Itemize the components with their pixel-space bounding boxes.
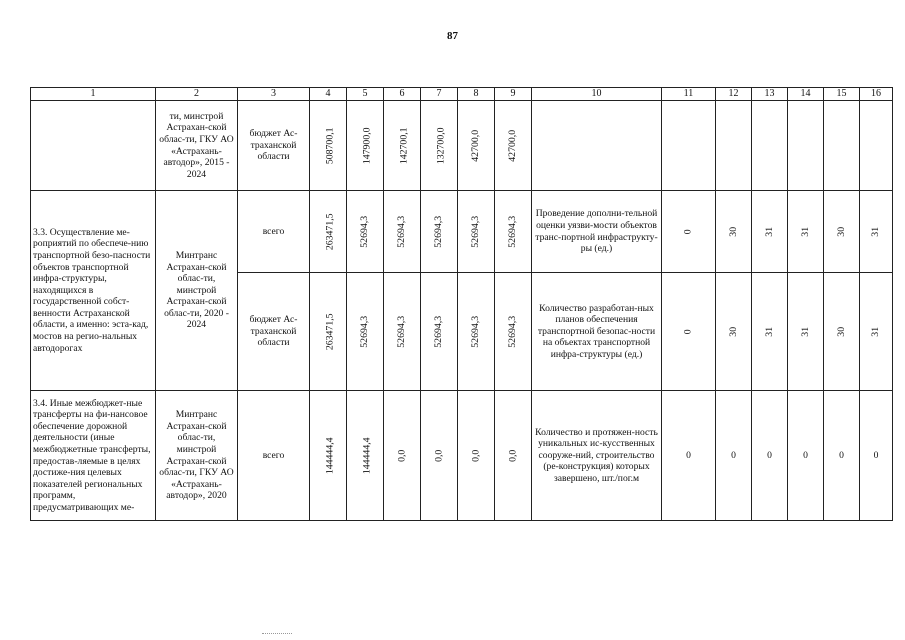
page-number: 87 xyxy=(447,30,458,42)
value-text: 52694,3 xyxy=(470,315,482,348)
value-text: 42700,0 xyxy=(507,129,519,162)
target-cell xyxy=(788,101,824,191)
header-cell: 10 xyxy=(532,88,662,101)
target-text: 30 xyxy=(727,326,739,337)
value-text: 263471,5 xyxy=(324,313,336,350)
value-cell xyxy=(421,101,458,191)
value-cell xyxy=(310,391,347,521)
value-text: 142700,1 xyxy=(398,127,410,164)
value-cell xyxy=(347,101,384,191)
target-text: 30 xyxy=(727,226,739,237)
value-cell xyxy=(421,391,458,521)
header-cell: 14 xyxy=(788,88,824,101)
value-text: 52694,3 xyxy=(396,315,408,348)
value-cell xyxy=(384,101,421,191)
value-cell xyxy=(495,191,532,273)
value-text: 0,0 xyxy=(470,449,482,462)
target-cell xyxy=(752,273,788,391)
value-text: 508700,1 xyxy=(324,127,336,164)
target-cell: 0 xyxy=(824,391,860,521)
target-cell xyxy=(860,191,893,273)
target-cell xyxy=(662,273,716,391)
target-cell xyxy=(716,273,752,391)
target-cell: 0 xyxy=(752,391,788,521)
value-cell xyxy=(310,101,347,191)
value-cell xyxy=(458,101,495,191)
header-cell: 2 xyxy=(156,88,238,101)
value-cell xyxy=(495,273,532,391)
value-cell xyxy=(458,273,495,391)
value-text: 144444,4 xyxy=(361,437,373,474)
measure-cell: 3.4. Иные межбюджет-ные трансферты на фи-нансовое обеспечение дорожной деятельности (иные межбюджетные трансферты, предостав-ляемые в целях достиже-ния целевых показателей региональных программ, предусматривающих ме- xyxy=(31,391,156,521)
value-text: 144444,4 xyxy=(324,437,336,474)
value-text: 42700,0 xyxy=(470,129,482,162)
header-cell: 8 xyxy=(458,88,495,101)
value-text: 263471,5 xyxy=(324,213,336,250)
scan-mark xyxy=(262,633,292,635)
target-cell xyxy=(824,191,860,273)
value-text: 0,0 xyxy=(433,449,445,462)
target-text: 31 xyxy=(799,326,811,337)
header-cell: 11 xyxy=(662,88,716,101)
target-cell xyxy=(662,101,716,191)
target-text: 0 xyxy=(682,229,694,234)
value-cell xyxy=(421,191,458,273)
indicator-cell: Количество и протяжен-ность уникальных ис-кусственных сооруже-ний, строительство (ре-конструкция) которых завершено, шт./пог.м xyxy=(532,391,662,521)
executor-cell: Минтранс Астрахан-ской облас-ти, минстрой Астрахан-ской облас-ти, 2020 - 2024 xyxy=(156,191,238,391)
target-cell xyxy=(752,191,788,273)
header-cell: 4 xyxy=(310,88,347,101)
target-cell xyxy=(716,101,752,191)
program-table xyxy=(30,87,893,521)
target-cell xyxy=(788,191,824,273)
target-cell xyxy=(662,191,716,273)
target-cell xyxy=(824,101,860,191)
indicator-cell: Проведение дополни-тельной оценки уязви-мости объектов транс-портной инфраструкту-ры (ед.) xyxy=(532,191,662,273)
target-text: 31 xyxy=(763,326,775,337)
value-cell xyxy=(310,191,347,273)
source-cell: бюджет Ас-траханской области xyxy=(238,101,310,191)
value-text: 52694,3 xyxy=(396,215,408,248)
measure-cell xyxy=(31,101,156,191)
header-cell: 12 xyxy=(716,88,752,101)
value-cell xyxy=(384,191,421,273)
executor-cell: Минтранс Астрахан-ской облас-ти, минстрой Астрахан-ской облас-ти, ГКУ АО «Астрахань-автодор», 2020 xyxy=(156,391,238,521)
target-text: 31 xyxy=(799,226,811,237)
indicator-cell: Количество разработан-ных планов обеспечения транспортной безопас-ности на объектах транспортной инфра-структуры (ед.) xyxy=(532,273,662,391)
value-text: 52694,3 xyxy=(433,215,445,248)
target-text: 31 xyxy=(870,226,882,237)
header-cell: 3 xyxy=(238,88,310,101)
header-cell: 15 xyxy=(824,88,860,101)
value-cell xyxy=(458,191,495,273)
target-cell xyxy=(716,191,752,273)
target-cell: 0 xyxy=(788,391,824,521)
source-cell: всего xyxy=(238,191,310,273)
value-cell xyxy=(458,391,495,521)
value-cell xyxy=(421,273,458,391)
target-cell xyxy=(752,101,788,191)
target-text: 0 xyxy=(682,329,694,334)
value-cell xyxy=(347,191,384,273)
source-cell: всего xyxy=(238,391,310,521)
header-cell: 16 xyxy=(860,88,893,101)
target-text: 31 xyxy=(763,226,775,237)
value-text: 52694,3 xyxy=(433,315,445,348)
value-cell xyxy=(384,391,421,521)
value-text: 147900,0 xyxy=(361,127,373,164)
value-text: 52694,3 xyxy=(359,215,371,248)
header-cell: 6 xyxy=(384,88,421,101)
table-row xyxy=(31,101,893,191)
indicator-cell xyxy=(532,101,662,191)
header-cell: 7 xyxy=(421,88,458,101)
value-cell xyxy=(347,273,384,391)
target-text: 31 xyxy=(870,326,882,337)
target-text: 30 xyxy=(835,326,847,337)
value-text: 52694,3 xyxy=(507,315,519,348)
value-cell xyxy=(384,273,421,391)
value-text: 52694,3 xyxy=(507,215,519,248)
value-text: 52694,3 xyxy=(359,315,371,348)
value-text: 132700,0 xyxy=(435,127,447,164)
source-cell: бюджет Ас-траханской области xyxy=(238,273,310,391)
value-text: 0,0 xyxy=(507,449,519,462)
value-cell xyxy=(347,391,384,521)
target-cell: 0 xyxy=(662,391,716,521)
header-cell: 13 xyxy=(752,88,788,101)
header-cell: 5 xyxy=(347,88,384,101)
table-row xyxy=(31,191,893,273)
target-cell xyxy=(824,273,860,391)
executor-cell: ти, минстрой Астрахан-ской облас-ти, ГКУ АО «Астрахань-автодор», 2015 - 2024 xyxy=(156,101,238,191)
target-text: 30 xyxy=(835,226,847,237)
value-cell xyxy=(495,391,532,521)
header-cell: 9 xyxy=(495,88,532,101)
measure-cell: 3.3. Осуществление ме-роприятий по обеспече-нию транспортной безо-пасности объектов транспортной инфра-структуры, находящихся в государственной собст-венности Астраханской области, а именно: эста-кад, мостов на регио-нальных автодорогах xyxy=(31,191,156,391)
target-cell xyxy=(860,273,893,391)
value-cell xyxy=(495,101,532,191)
value-text: 0,0 xyxy=(396,449,408,462)
target-cell xyxy=(860,101,893,191)
header-row xyxy=(31,88,893,101)
value-cell xyxy=(310,273,347,391)
header-cell: 1 xyxy=(31,88,156,101)
target-cell: 0 xyxy=(860,391,893,521)
target-cell: 0 xyxy=(716,391,752,521)
table-row xyxy=(31,391,893,521)
target-cell xyxy=(788,273,824,391)
value-text: 52694,3 xyxy=(470,215,482,248)
